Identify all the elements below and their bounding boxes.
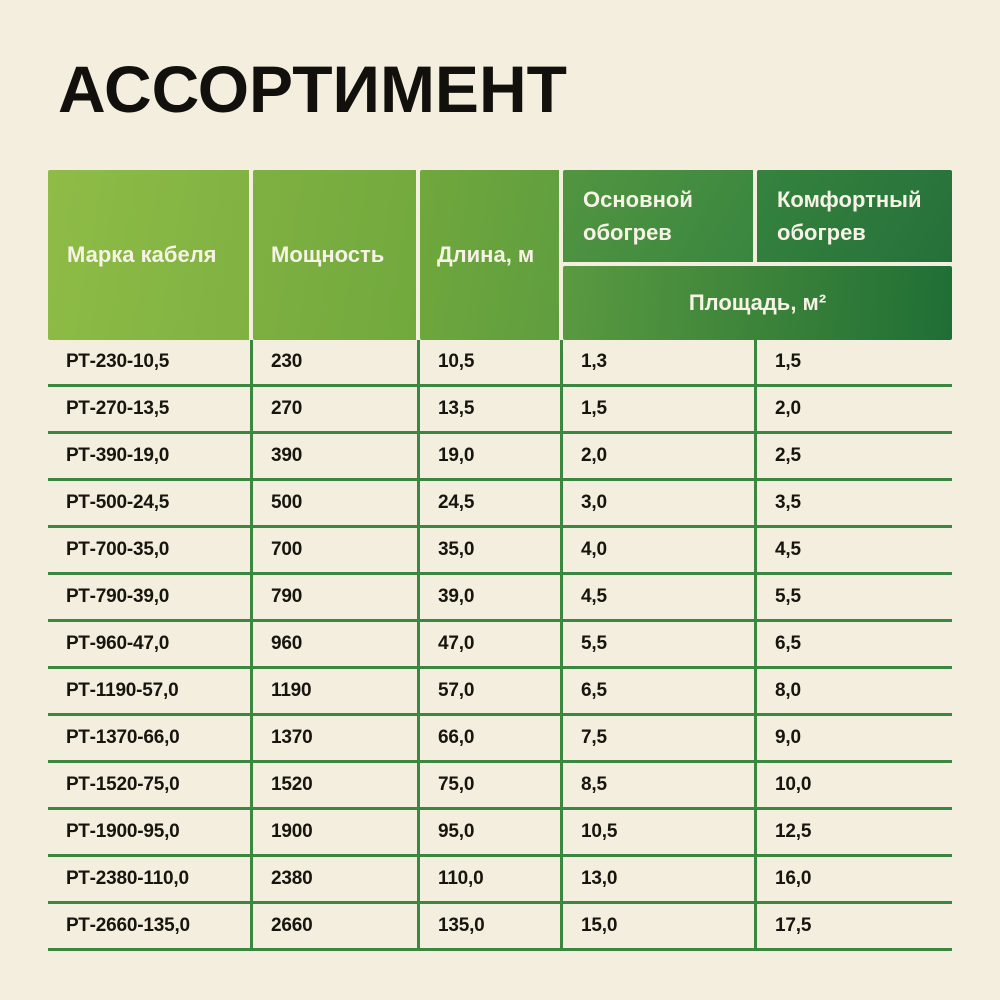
cell-main-heating-area: 1,3	[563, 340, 757, 387]
cell-cable-brand: РТ-1520-75,0	[48, 763, 253, 810]
column-header-cable-brand: Марка кабеля	[48, 170, 253, 340]
cell-comfort-heating-area: 5,5	[757, 575, 952, 622]
cell-length: 13,5	[420, 387, 563, 434]
cell-length: 57,0	[420, 669, 563, 716]
cell-power: 1370	[253, 716, 420, 763]
table-row	[48, 716, 952, 763]
cell-comfort-heating-area: 10,0	[757, 763, 952, 810]
cell-comfort-heating-area: 9,0	[757, 716, 952, 763]
cell-length: 24,5	[420, 481, 563, 528]
cell-length: 110,0	[420, 857, 563, 904]
cell-comfort-heating-area: 12,5	[757, 810, 952, 857]
cell-cable-brand: РТ-270-13,5	[48, 387, 253, 434]
table-header	[48, 170, 952, 340]
table-row	[48, 481, 952, 528]
cell-main-heating-area: 2,0	[563, 434, 757, 481]
table-row	[48, 575, 952, 622]
table-row	[48, 904, 952, 951]
cell-comfort-heating-area: 6,5	[757, 622, 952, 669]
cell-main-heating-area: 5,5	[563, 622, 757, 669]
table-row	[48, 387, 952, 434]
cell-cable-brand: РТ-1190-57,0	[48, 669, 253, 716]
cell-length: 10,5	[420, 340, 563, 387]
cell-comfort-heating-area: 4,5	[757, 528, 952, 575]
cell-power: 1900	[253, 810, 420, 857]
table-row	[48, 528, 952, 575]
cell-cable-brand: РТ-700-35,0	[48, 528, 253, 575]
cell-main-heating-area: 1,5	[563, 387, 757, 434]
cell-length: 47,0	[420, 622, 563, 669]
cell-comfort-heating-area: 1,5	[757, 340, 952, 387]
cell-main-heating-area: 4,0	[563, 528, 757, 575]
cell-comfort-heating-area: 2,0	[757, 387, 952, 434]
cell-main-heating-area: 15,0	[563, 904, 757, 951]
cell-power: 500	[253, 481, 420, 528]
cell-cable-brand: РТ-1900-95,0	[48, 810, 253, 857]
cell-length: 135,0	[420, 904, 563, 951]
cell-length: 19,0	[420, 434, 563, 481]
cell-cable-brand: РТ-790-39,0	[48, 575, 253, 622]
cell-power: 700	[253, 528, 420, 575]
cell-power: 1520	[253, 763, 420, 810]
table-row	[48, 810, 952, 857]
cell-cable-brand: РТ-500-24,5	[48, 481, 253, 528]
cell-main-heating-area: 8,5	[563, 763, 757, 810]
page-title: АССОРТИМЕНТ	[58, 52, 567, 126]
cell-comfort-heating-area: 2,5	[757, 434, 952, 481]
cell-comfort-heating-area: 3,5	[757, 481, 952, 528]
column-header-comfort-heating: Комфортный обогрев	[757, 170, 952, 266]
cell-length: 39,0	[420, 575, 563, 622]
table-row	[48, 857, 952, 904]
table-row	[48, 434, 952, 481]
cell-power: 960	[253, 622, 420, 669]
cell-comfort-heating-area: 16,0	[757, 857, 952, 904]
cell-length: 35,0	[420, 528, 563, 575]
column-header-main-heating: Основной обогрев	[563, 170, 757, 266]
cell-cable-brand: РТ-2660-135,0	[48, 904, 253, 951]
cell-power: 230	[253, 340, 420, 387]
cell-cable-brand: РТ-1370-66,0	[48, 716, 253, 763]
cell-power: 2380	[253, 857, 420, 904]
cell-main-heating-area: 10,5	[563, 810, 757, 857]
cell-main-heating-area: 3,0	[563, 481, 757, 528]
table-row	[48, 622, 952, 669]
cell-length: 66,0	[420, 716, 563, 763]
cell-main-heating-area: 4,5	[563, 575, 757, 622]
cell-power: 270	[253, 387, 420, 434]
cell-cable-brand: РТ-230-10,5	[48, 340, 253, 387]
cell-comfort-heating-area: 17,5	[757, 904, 952, 951]
cell-main-heating-area: 13,0	[563, 857, 757, 904]
cell-power: 790	[253, 575, 420, 622]
table-row	[48, 763, 952, 810]
cell-power: 2660	[253, 904, 420, 951]
table-row	[48, 669, 952, 716]
cell-comfort-heating-area: 8,0	[757, 669, 952, 716]
assortment-table	[48, 170, 952, 951]
cell-cable-brand: РТ-960-47,0	[48, 622, 253, 669]
table-body	[48, 340, 952, 951]
column-header-power: Мощность	[253, 170, 420, 340]
cell-power: 1190	[253, 669, 420, 716]
cell-main-heating-area: 7,5	[563, 716, 757, 763]
cell-cable-brand: РТ-390-19,0	[48, 434, 253, 481]
table-row	[48, 340, 952, 387]
cell-power: 390	[253, 434, 420, 481]
cell-length: 95,0	[420, 810, 563, 857]
cell-main-heating-area: 6,5	[563, 669, 757, 716]
column-header-area-m2: Площадь, м²	[563, 266, 952, 340]
cell-length: 75,0	[420, 763, 563, 810]
column-header-length: Длина, м	[420, 170, 563, 340]
cell-cable-brand: РТ-2380-110,0	[48, 857, 253, 904]
